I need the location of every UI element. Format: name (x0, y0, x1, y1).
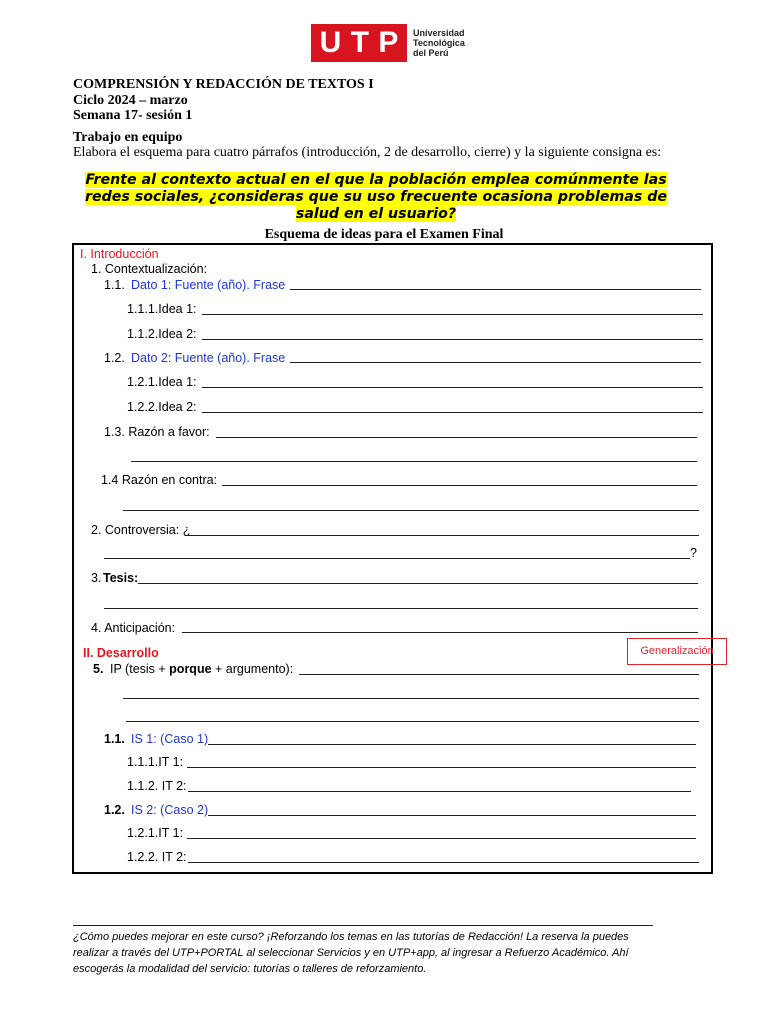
answer-line[interactable] (290, 289, 701, 290)
team-work-label: Trabajo en equipo (73, 130, 183, 145)
item-1-2-number: 1.2. (104, 351, 125, 365)
item-5-1-number: 1.1. (104, 732, 125, 746)
item-tesis-number: 3. (91, 571, 102, 585)
week-label: Semana 17- sesión 1 (73, 108, 193, 123)
answer-line[interactable] (187, 838, 696, 839)
logo-mark (311, 24, 407, 62)
footer-line-1: ¿Cómo puedes mejorar en este curso? ¡Reforzando los temas en las tutorías de Redacción! La reserva la puedes (73, 931, 629, 943)
item-anticipacion: 4. Anticipación: (91, 621, 176, 635)
logo-letter-p: P (378, 26, 399, 59)
section-introduccion: I. Introducción (80, 247, 159, 261)
answer-line[interactable] (188, 862, 699, 863)
item-ip-porque: porque (169, 662, 212, 676)
footer-line-3: escogerás la modalidad del servicio: tutorías o talleres de reforzamiento. (73, 963, 427, 975)
item-ip-post: + argumento): (211, 662, 294, 676)
item-contextualizacion: 1. Contextualización: (91, 262, 208, 276)
item-ip-pre: IP (tesis + (110, 662, 170, 676)
item-1-2-1: 1.2.1.Idea 1: (127, 375, 197, 389)
item-5-1-2: 1.1.2. IT 2: (127, 779, 187, 793)
item-ip (110, 662, 293, 677)
logo-letter-u: U (319, 26, 342, 59)
logo-letter-t: T (350, 26, 369, 59)
answer-line[interactable] (104, 608, 698, 609)
answer-line[interactable] (216, 437, 697, 438)
course-title: COMPRENSIÓN Y REDACCIÓN DE TEXTOS I (73, 77, 374, 92)
prompt-line-2: redes sociales, ¿consideras que su uso frecuente ocasiona problemas de (85, 189, 667, 205)
item-1-2-2: 1.2.2.Idea 2: (127, 400, 197, 414)
item-is-2: IS 2: (Caso 2) (131, 803, 209, 817)
item-5-2-number: 1.2. (104, 803, 125, 817)
prompt-line-1: Frente al contexto actual en el que la población emplea comúnmente las (85, 172, 667, 188)
answer-line[interactable] (138, 583, 698, 584)
answer-line[interactable] (187, 767, 696, 768)
footer-divider (73, 925, 653, 926)
question-mark: ? (690, 546, 697, 560)
answer-line[interactable] (202, 387, 703, 388)
item-5-2-2: 1.2.2. IT 2: (127, 850, 187, 864)
answer-line[interactable] (104, 558, 690, 559)
item-controversia: 2. Controversia: ¿ (91, 523, 191, 537)
answer-line[interactable] (208, 744, 696, 745)
logo-line-3: del Perú (413, 48, 449, 58)
answer-line[interactable] (208, 815, 696, 816)
item-razon-favor: 1.3. Razón a favor: (104, 425, 210, 439)
item-1-1-number: 1.1. (104, 278, 125, 292)
utp-logo (311, 24, 465, 62)
instruction-text: Elabora el esquema para cuatro párrafos (introducción, 2 de desarrollo, cierre) y la siguiente consigna es: (73, 145, 662, 160)
logo-wordmark (413, 28, 465, 58)
prompt-question (78, 172, 674, 223)
item-dato-2: Dato 2: Fuente (año). Frase (131, 351, 286, 365)
answer-line[interactable] (131, 461, 697, 462)
item-5-1-1: 1.1.1.IT 1: (127, 755, 184, 769)
logo-line-1: Universidad (413, 28, 465, 38)
answer-line[interactable] (222, 485, 697, 486)
answer-line[interactable] (202, 314, 703, 315)
cycle-label: Ciclo 2024 – marzo (73, 93, 188, 108)
item-5-number: 5. (93, 662, 104, 676)
answer-line[interactable] (202, 339, 703, 340)
item-1-1-2: 1.1.2.Idea 2: (127, 327, 197, 341)
logo-line-2: Tecnológica (413, 38, 465, 48)
answer-line[interactable] (202, 412, 703, 413)
answer-line[interactable] (126, 721, 699, 722)
answer-line[interactable] (182, 632, 698, 633)
item-5-2-1: 1.2.1.IT 1: (127, 826, 184, 840)
footer-note (73, 929, 663, 977)
item-dato-1: Dato 1: Fuente (año). Frase (131, 278, 286, 292)
answer-line[interactable] (188, 791, 691, 792)
schema-title: Esquema de ideas para el Examen Final (264, 227, 504, 242)
item-is-1: IS 1: (Caso 1) (131, 732, 209, 746)
footer-line-2: realizar a través del UTP+PORTAL al seleccionar Servicios y en UTP+app, al ingresar a Refuerzo Académico. Ahí (73, 947, 629, 959)
item-1-1-1: 1.1.1.Idea 1: (127, 302, 197, 316)
answer-line[interactable] (123, 510, 699, 511)
answer-line[interactable] (188, 535, 699, 536)
section-desarrollo: II. Desarrollo (83, 646, 159, 660)
answer-line[interactable] (123, 698, 699, 699)
prompt-line-3: salud en el usuario? (295, 206, 457, 222)
item-razon-contra: 1.4 Razón en contra: (101, 473, 218, 487)
answer-line[interactable] (299, 674, 699, 675)
generalizacion-badge: Generalización (627, 638, 727, 665)
item-tesis: Tesis: (103, 571, 139, 585)
answer-line[interactable] (290, 362, 701, 363)
